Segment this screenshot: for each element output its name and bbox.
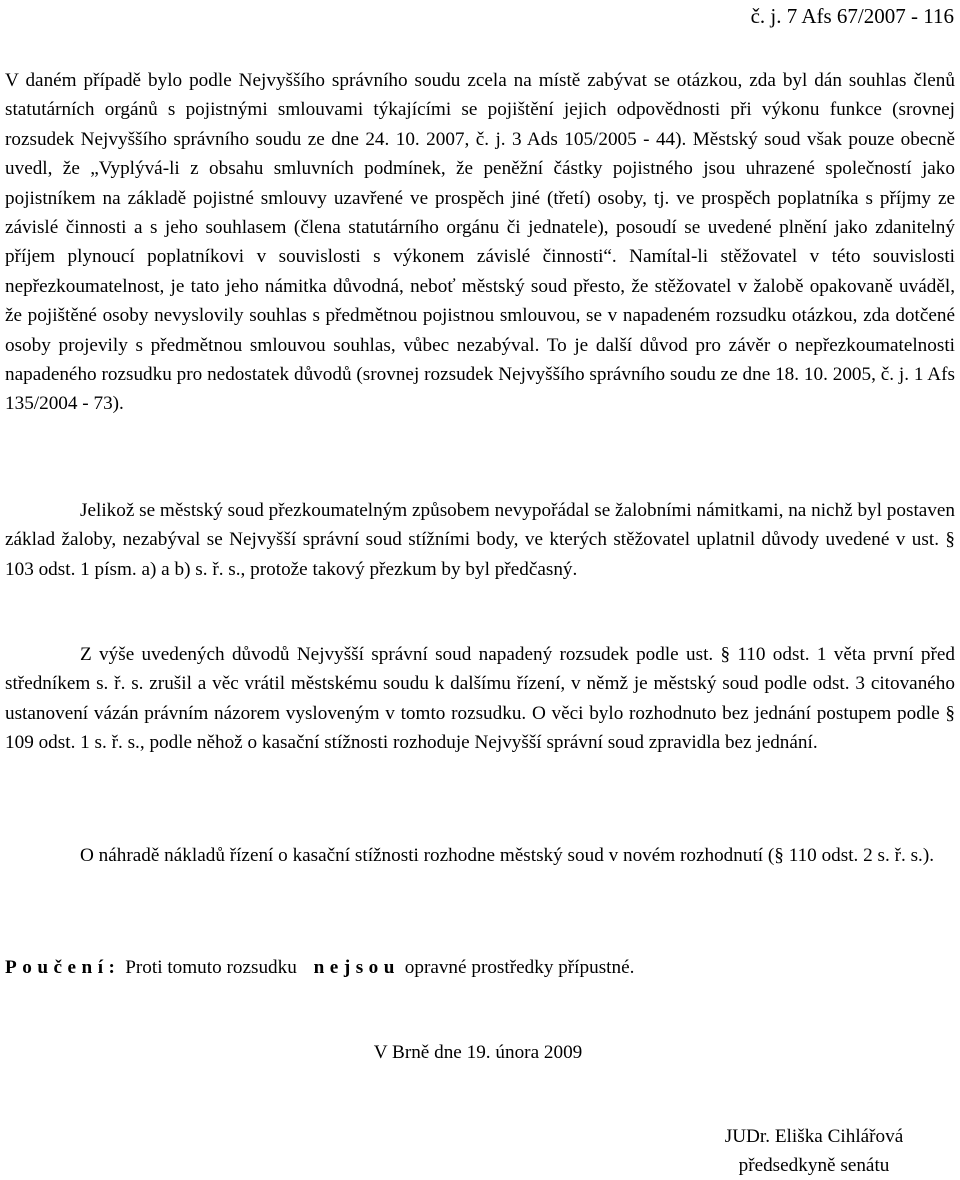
place-and-date [0,1038,960,1067]
notice-text-after: opravné prostředky přípustné. [404,957,635,978]
signatory-name: JUDr. Eliška Cihlářová [724,1126,904,1147]
notice-label: Poučení: [5,957,121,978]
notice-emphasis: nejsou [313,957,400,978]
signature-block [694,1122,934,1180]
notice-text-before: Proti tomuto rozsudku [125,957,297,978]
paragraph-decision: Z výše uvedených důvodů Nejvyšší správní soud napadený rozsudek podle ust. § 110 odst. 1 věta první před středníkem s. ř. s. zrušil a věc vrátil městskému soudu k dalšímu řízení, v němž je městský soud podle odst. 3 citovaného ustanovení vázán právním názorem vysloveným v tomto rozsudku. O věci bylo rozhodnuto bez jednání postupem podle § 109 odst. 1 s. ř. s., podle něhož o kasační stížnosti rozhoduje Nejvyšší správní soud zpravidla bez jednání. [5,644,955,754]
legal-notice [5,953,634,982]
paragraph-review-scope: Jelikož se městský soud přezkoumatelným způsobem nevypořádal se žalobními námitkami, na nichž byl postaven základ žaloby, nezabýval se Nejvyšší správní soud stížními body, ve kterých stěžovatel uplatnil důvody uvedené v ust. § 103 odst. 1 písm. a) a b) s. ř. s., protože takový přezkum by byl předčasný. [5,500,955,580]
paragraph-reasoning: V daném případě bylo podle Nejvyššího správního soudu zcela na místě zabývat se otázkou, zda byl dán souhlas členů statutárních orgánů s pojistnými smlouvami týkajícími se pojištění jejich odpovědnosti při výkonu funkce (srovnej rozsudek Nejvyššího správního soudu ze dne 24. 10. 2007, č. j. 3 Ads 105/2005 - 44). Městský soud však pouze obecně uvedl, že „Vyplývá-li z obsahu smluvních podmínek, že peněžní částky pojistného jsou uhrazené společností jako pojistníkem na základě pojistné smlouvy uzavřené ve prospěch jiné (třetí) osoby, tj. ve prospěch poplatníka s příjmy ze závislé činnosti a s jeho souhlasem (člena statutárního orgánu či jednatele), posoudí se uvedené plnění jako zdanitelný příjem plynoucí poplatníkovi v souvislosti s výkonem závislé činnosti“. Namítal-li stěžovatel v této souvislosti nepřezkoumatelnost, je tato jeho námitka důvodná, neboť městský soud přesto, že stěžovatel v žalobě opakovaně uváděl, že pojištěné osoby nevyslovily souhlas s předmětnou pojistnou smlouvou, se v napadeném rozsudku otázkou, zda dotčené osoby projevily s předmětnou smlouvou souhlas, vůbec nezabýval. To je další důvod pro závěr o nepřezkoumatelnosti napadeného rozsudku pro nedostatek důvodů (srovnej rozsudek Nejvyššího správního soudu ze dne 18. 10. 2005, č. j. 1 Afs 135/2004 - 73). [5,70,955,415]
signatory-role: předsedkyně senátu [738,1155,890,1176]
case-reference: č. j. 7 Afs 67/2007 - 116 [750,4,954,28]
place-date-text: V Brně dne 19. února 2009 [373,1042,583,1063]
paragraph-costs: O náhradě nákladů řízení o kasační stížnosti rozhodne městský soud v novém rozhodnutí (§ 110 odst. 2 s. ř. s.). [80,845,935,866]
